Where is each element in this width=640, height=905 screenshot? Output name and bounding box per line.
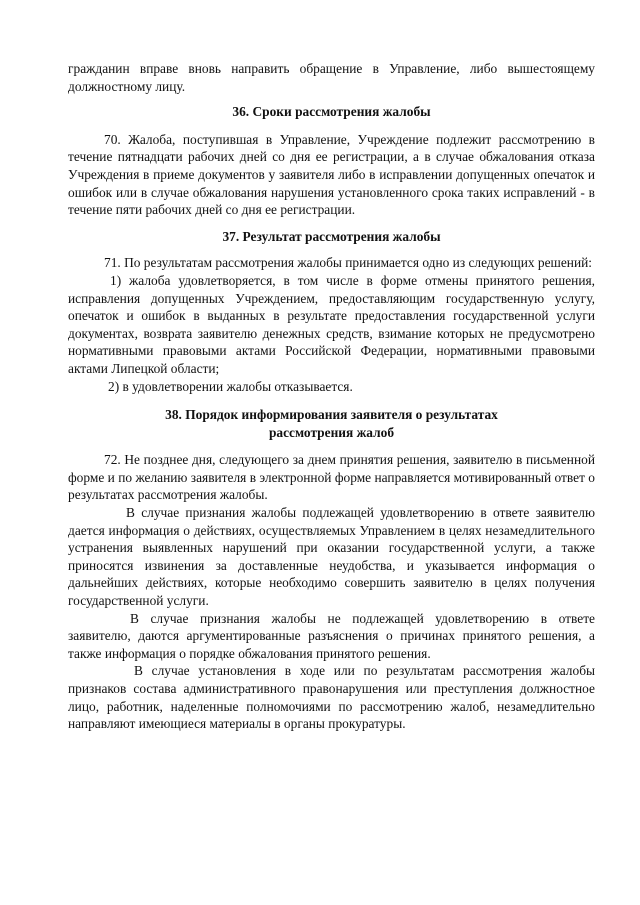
section-36-heading: 36. Сроки рассмотрения жалобы [232,104,431,120]
paragraph-70: 70. Жалоба, поступившая в Управление, Учреждение подлежит рассмотрению в течение пятнадцати рабочих дней со дня ее регистрации, а в случае обжалования отказа Учреждения в приеме документов у заявителя либо в исправлении допущенных опечаток и ошибок или в случае обжалования нарушения установленного срока таких исправлений - в течение пяти рабочих дней со дня ее регистрации. [68,131,595,218]
document-page [68,60,595,733]
section-38-heading [68,406,595,441]
paragraph-72-prosecution: В случае установления в ходе или по результатам рассмотрения жалобы признаков состава административного правонарушения или преступления должностное лицо, работник, наделенные полномочиями по рассмотрению жалоб, незамедлительно направляют имеющиеся материалы в органы прокуратуры. [68,663,595,732]
paragraph-72-satisfied: В случае признания жалобы подлежащей удовлетворению в ответе заявителю дается информация о действиях, осуществляемых Управлением в целях незамедлительного устранения выявленных нарушений при оказании государственной услуги, а также приносятся извинения за доставленные неудобства, и указывается информация о дальнейших действиях, которые необходимо совершить заявителю в целях получения государственной услуги. [68,505,595,609]
paragraph-72: 72. Не позднее дня, следующего за днем принятия решения, заявителю в письменной форме и по желанию заявителя в электронной форме направляется мотивированный ответ о результатах рассмотрения жалобы. [68,452,595,503]
section-37-heading: 37. Результат рассмотрения жалобы [222,228,441,244]
section-38-heading-line-2: рассмотрения жалоб [268,424,395,440]
paragraph-71-item-2: 2) в удовлетворении жалобы отказывается. [108,378,353,394]
paragraph-71-item-1: 1) жалоба удовлетворяется, в том числе в форме отмены принятого решения, исправления допущенных Учреждением, предоставляющим государственную услугу, опечаток и ошибок в выданных в результате предоставления государственной услуги документах, возврата заявителю денежных средств, взимание которых не предусмотрено нормативными правовыми актами Российской Федерации, нормативными правовыми актами Липецкой области; [68,272,595,376]
intro-paragraph: гражданин вправе вновь направить обращение в Управление, либо вышестоящему должностному лицу. [68,61,595,94]
paragraph-72-rejected: В случае признания жалобы не подлежащей удовлетворению в ответе заявителю, даются аргументированные разъяснения о причинах принятого решения, а также информация о порядке обжалования принятого решения. [68,610,595,661]
paragraph-71: 71. По результатам рассмотрения жалобы принимается одно из следующих решений: [104,255,593,271]
section-38-heading-line-1: 38. Порядок информирования заявителя о результатах [165,407,498,423]
